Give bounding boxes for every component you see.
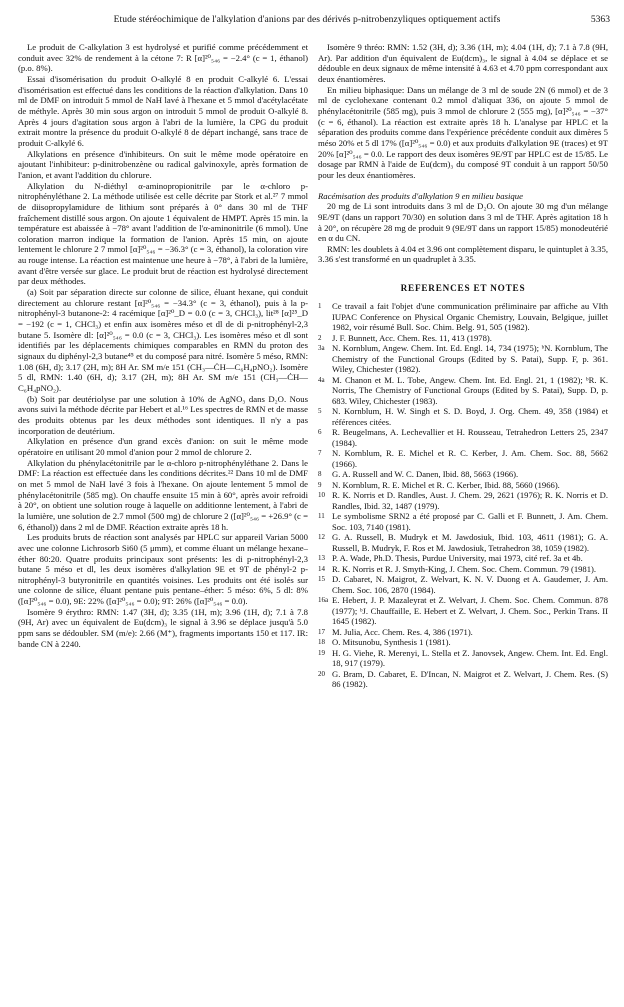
reference-item — [318, 564, 608, 575]
reference-item — [318, 595, 608, 627]
reference-text: R. K. Norris et R. J. Smyth-King, J. Chem. Soc. Chem. Commun. 79 (1981). — [332, 563, 597, 574]
paragraph: (a) Soit par séparation directe sur colonne de silice, éluant hexane, qui conduit directement au chlorure restant [α]²⁰₅₄₆ = −34.3° (c = 3, éthanol), puis à la p-nitrophényl-3 butanone-2: 4 racémique [α]²⁰_D = 0.0 (c = 3, CHCl₃), lit²⁸ [α]²⁵_D = −192 (c = 1, CHCl₃) et enfin aux isomères méso et dl de di p-nitrophényl-2,3 butane 5. Isomère dl: [α]²⁰₅₄₆ = 0.0 (c = 3, CHCl₃). Les isomères méso et dl sont identifiés par les déplacements chimiques comparables en RMN du proton des signaux du diphényl-2,3 butane⁴⁵ et du composé para nitré. Isomère 5 méso, RMN: 1.08 (6H, d); 3.17 (2H, m); 8H Ar. SM m/e 151 (CH₃—ĊH—C₆H₄pNO₂). Isomère 5 dl, RMN: 1.40 (6H, d); 3.17 (2H, m); 8H Ar. SM m/e 151 (CH₃—ĊH—C₆H₄pNO₂). — [18, 287, 308, 393]
left-column — [18, 42, 308, 649]
paragraph: Alkylations en présence d'inhibiteurs. On suit le même mode opératoire en ajoutant l'inhibiteur: p-dinitrobenzène ou radical galvinoxyle, après formation de l'anion, et avant l'addition du chlorure. — [18, 148, 308, 180]
reference-number: 12 — [318, 533, 325, 542]
reference-number: 4a — [318, 375, 325, 384]
paragraph: Isomère 9 érythro: RMN: 1.47 (3H, d); 3.35 (1H, m); 3.96 (1H, d); 7.1 à 7.8 (9H, Ar) avec un équivalent de Eu(dcm)₃ le signal à 3.96 se déplace jusqu'à 5.0 ppm sans se dédoubler. SM (m/e): 2.66 (M⁺), fragments importants 150 et 117. IR: bande CN à 2240. — [18, 606, 308, 649]
reference-text: N. Kornblum, H. W. Singh et S. D. Boyd, J. Org. Chem. 49, 358 (1984) et références citées. — [332, 406, 608, 427]
reference-item — [318, 343, 608, 375]
reference-text: G. A. Russell and W. C. Danen, Ibid. 88, 5663 (1966). — [332, 469, 519, 480]
reference-item — [318, 553, 608, 564]
paragraph: 20 mg de Li sont introduits dans 3 ml de D₂O. On ajoute 30 mg d'un mélange 9E/9T (dans un rapport 70/30) en solution dans 3 ml de THF. Après agitation 18 h à 20°, on récupère 28 mg de produit 9 (9E/9T dans un rapport 15/85) monodeutérié en α du CN. — [318, 201, 608, 244]
reference-item — [318, 375, 608, 407]
reference-text: D. Cabaret, N. Maigrot, Z. Welvart, K. N. V. Duong et A. Gaudemer, J. Am. Chem. Soc. 106, 2870 (1984). — [332, 574, 608, 595]
paragraph: (b) Soit par deutériolyse par une solution à 10% de AgNO₃ dans D₂O. Nous avons suivi la méthode décrite par Hebert et al.¹⁶ Les spectres de RMN et de masse des produits obtenus par les deux méthodes sont identiques. Il n'y a pas incorporation de deutérium. — [18, 393, 308, 436]
reference-text: P. A. Wade, Ph.D. Thesis, Purdue University, mai 1973, cité ref. 3a et 4b. — [332, 553, 583, 564]
reference-number: 18 — [318, 638, 325, 647]
reference-item — [318, 301, 608, 333]
reference-text: R. Beugelmans, A. Lechevallier et H. Rousseau, Tetrahedron Letters 25, 2347 (1984). — [332, 427, 608, 448]
reference-item — [318, 490, 608, 511]
reference-text: Ce travail a fait l'objet d'une communication préliminaire par affiche au VIth IUPAC Conference on Physical Organic Chemistry, Louvain, Belgique, juillet 1982, voir résumé Bull. Soc. Chim. Belg. 91, 505 (1982). — [332, 301, 608, 333]
reference-number: 17 — [318, 627, 325, 636]
section-heading: Racémisation des produits d'alkylation 9 en milieu basique — [318, 190, 523, 201]
reference-item — [318, 669, 608, 690]
reference-text: N. Kornblum, R. E. Michel et R. C. Kerber, Ibid. 88, 5660 (1966). — [332, 479, 560, 490]
reference-item — [318, 427, 608, 448]
reference-item — [318, 469, 608, 480]
paragraph: En milieu biphasique: Dans un mélange de 3 ml de soude 2N (6 mmol) et de 3 ml de cyclohexane contenant 0.2 mmol d'aliquat 336, on ajoute 5 mmol de phénylacétonitrile (585 mg), puis 3 mmol de chlorure 2 (555 mg), [α]²⁰₅₄₆ = −37° (c = 6, éthanol). La réaction est extraite après 18 h. L'analyse par HPLC et la séparation des produits comme dans l'expérience précédente conduit aux dimères 5 méso 20% et 5 dl 17% ([α]²⁰₅₄₆ = 0.0) et aux produits d'alkylation 9E (traces) et 9T 20% [α]²⁰₅₄₆ = 0.0. Le rapport des deux isomères 9E/9T par HPLC est de 15/85. Le dosage par RMN à l'aide de Eu(dcm)₃ du composé 9T conduit à un rapport 50/50 pour les deux énantiomères. — [318, 84, 608, 180]
reference-number: 5 — [318, 407, 322, 416]
reference-item — [318, 627, 608, 638]
reference-item — [318, 511, 608, 532]
reference-text: N. Kornblum, Angew. Chem. Int. Ed. Engl. 14, 734 (1975); ᵇN. Kornblum, The Chemistry of the Functional Groups (Edited by S. Patai), Supp. F, p. 361. Wiley, Chichester (1982). — [332, 343, 608, 375]
reference-text: Le symbolisme SRN2 a été proposé par C. Galli et F. Bunnett, J. Am. Chem. Soc. 103, 7140 (1981). — [332, 511, 608, 532]
reference-number: 19 — [318, 648, 325, 657]
reference-number: 16a — [318, 596, 329, 605]
reference-number: 20 — [318, 669, 325, 678]
reference-item — [318, 574, 608, 595]
reference-item — [318, 648, 608, 669]
reference-number: 13 — [318, 554, 325, 563]
references-list — [318, 301, 608, 690]
reference-text: O. Mitsunobu, Synthesis 1 (1981). — [332, 637, 451, 648]
reference-text: M. Chanon et M. L. Tobe, Angew. Chem. Int. Ed. Engl. 21, 1 (1982); ᵇR. K. Norris, The Chemistry of Functional Groups (Edited by S. Patai), Supp. D, p. 683. Wiley, Chichester (1983). — [332, 374, 608, 406]
page-number: 5363 — [590, 14, 610, 25]
references-heading: REFERENCES ET NOTES — [400, 283, 526, 294]
reference-text: R. K. Norris et D. Randles, Aust. J. Chem. 29, 2621 (1976); R. K. Norris et D. Randles, Ibid. 32, 1487 (1979). — [332, 490, 608, 511]
paragraph: Alkylation en présence d'un grand excès d'anion: on suit le même mode opératoire en utilisant 20 mmol d'anion pour 2 mmol de chlorure 2. — [18, 436, 308, 457]
reference-text: H. G. Viehe, R. Merenyi, L. Stella et Z. Janovsek, Angew. Chem. Int. Ed. Engl. 18, 917 (1979). — [332, 647, 608, 669]
paragraph: Essai d'isomérisation du produit O-alkylé 8 en produit C-alkylé 6. L'essai d'isomérisation est effectué dans les conditions de la réaction d'alkylation. Dans 10 ml de DMF on introduit 5 mmol de NaH lavé à l'hexane et 5 mmol d'acétylacétate de méthyle. Après 30 min sous argon on introduit 5 mmol de produit O-alkylé 8. Après 4 jours d'agitation sous argon à l'abri de la lumière, la CPG du produit extrait montre la présence du produit O-alkylé 8 de départ inchangé, sans trace de produit C-alkylé 6. — [18, 73, 308, 148]
reference-item — [318, 637, 608, 648]
reference-number: 3a — [318, 344, 325, 353]
paragraph: Isomère 9 thréo: RMN: 1.52 (3H, d); 3.36 (1H, m); 4.04 (1H, d); 7.1 à 7.8 (9H, Ar). Par addition d'un équivalent de Eu(dcm)₃, le signal à 4.04 se déplace et se dédouble en deux signaux de même intensité à 4.63 et 4.70 ppm correspondant aux deux énantiomères. — [318, 42, 608, 84]
reference-number: 9 — [318, 480, 322, 489]
reference-text: E. Hebert, J. P. Mazaleyrat et Z. Welvart, J. Chem. Soc. Chem. Commun. 878 (1977); ᵇJ. Chauffaille, E. Hebert et Z. Welvart, J. Chem. Soc., Perkin Trans. II 1645 (1982). — [332, 595, 608, 627]
reference-text: G. Bram, D. Cabaret, E. D'Incan, N. Maigrot et Z. Welvart, J. Chem. Res. (S) 86 (1982). — [332, 668, 608, 690]
reference-text: G. A. Russell, B. Mudryk et M. Jawdosiuk, Ibid. 103, 4611 (1981); G. A. Russell, B. Mudryk, F. Ros et M. Jawdosiuk, Tetrahedron 38, 1059 (1982). — [332, 532, 608, 553]
reference-number: 10 — [318, 491, 325, 500]
reference-text: N. Kornblum, R. E. Michel et R. C. Kerber, J. Am. Chem. Soc. 88, 5662 (1966). — [332, 448, 608, 469]
reference-number: 7 — [318, 449, 322, 458]
reference-item — [318, 448, 608, 469]
reference-item — [318, 406, 608, 427]
reference-item — [318, 333, 608, 344]
reference-number: 1 — [318, 302, 322, 311]
reference-number: 11 — [318, 512, 325, 521]
reference-number: 14 — [318, 564, 325, 573]
reference-item — [318, 532, 608, 553]
page-header — [0, 14, 624, 28]
paragraph: Alkylation du N-diéthyl α-aminopropionitrile par le α-chloro p-nitrophényléthane 2. La méthode utilisée est celle décrite par Stork et al.²⁷ 7 mmol de diisopropylamidure de lithium sont préparés à 0° dans 30 ml de THF fraîchement distillé sous argon. On ajoute 1 équivalent de HMPT. Après 15 min. la température est abaissée à −78° avant l'addition de l'α-aminonitrile (6 mmol). Une coloration marron indique la formation de l'anion. Après 15 min, on ajoute lentement le chlorure 2 7 mmol [α]²⁰₅₄₆ = −36.3° (c = 3, éthanol), la coloration vire au rouge intense. La réaction est maintenue une heure à −78°, à l'abri de la lumière, avant d'être versée sur glace. Le produit brut de réaction est hydrolysé directement par deux méthodes. — [18, 180, 308, 287]
reference-number: 15 — [318, 575, 325, 584]
reference-number: 8 — [318, 470, 322, 479]
reference-number: 6 — [318, 428, 322, 437]
paragraph: RMN: les doublets à 4.04 et 3.96 ont complètement disparu, le quintuplet à 3.35, 3.36 s'est transformé en un quadruplet à 3.35. — [318, 243, 608, 265]
paragraph: Les produits bruts de réaction sont analysés par HPLC sur appareil Varian 5000 avec une colonne Lichrosorb Si60 (5 μmm), et comme éluant un mélange hexane–éther 80:20. Quatre produits principaux sont présents: les di p-nitrophényl-2,3 butane 5 méso et dl, les deux isomères d'alkylation 9E et 9T de phényl-2 p-nitrophényl-3 butyronitrile en quantités voisines. Les produits ont été isolés sur une colonne de silice, éluant pentane puis pentane–éther: 5 méso: 6%, 5 dl: 8% ([α]²⁰₅₄₆ = 0.0), 9E: 22% ([α]²⁰₅₄₆ = 0.0); 9T: 26% ([α]²⁰₅₄₆ = 0.0). — [18, 532, 308, 607]
paragraph: Alkylation du phénylacétonitrile par le α-chloro p-nitrophényléthane 2. Dans le DMF: La réaction est effectuée dans les conditions décrites.²² Dans 10 ml de DMF on met 5 mmol de NaH lavé 3 fois à l'hexane. On ajoute lentement 5 mmol de phénylacétonitrile (585 mg). On chauffe ensuite 15 min à 60°, après avoir refroidi à 20°, on obtient une solution rouge à laquelle on additionne lentement, à l'abri de la lumière, une solution de 2.7 mmol (500 mg) de chlorure 2 ([α]²⁰₅₄₆ = +26.9° (c = 6, éthanol)) dans 2 ml de DMF. Réaction extraite après 18 h. — [18, 457, 308, 532]
reference-text: J. F. Bunnett, Acc. Chem. Res. 11, 413 (1978). — [332, 332, 492, 343]
reference-text: M. Julia, Acc. Chem. Res. 4, 386 (1971). — [332, 626, 473, 637]
reference-item — [318, 480, 608, 491]
running-title: Etude stéréochimique de l'alkylation d'anions par des dérivés p-nitrobenzyliques optiquement actifs — [113, 14, 501, 25]
reference-number: 2 — [318, 333, 322, 342]
right-column — [318, 42, 608, 690]
paragraph: Le produit de C-alkylation 3 est hydrolysé et purifié comme précédemment et conduit avec 32% de rendement à la cétone 7: R [α]²⁰₅₄₆ = −2.4° (c = 1, éthanol) (p.o. 8%). — [18, 42, 308, 74]
